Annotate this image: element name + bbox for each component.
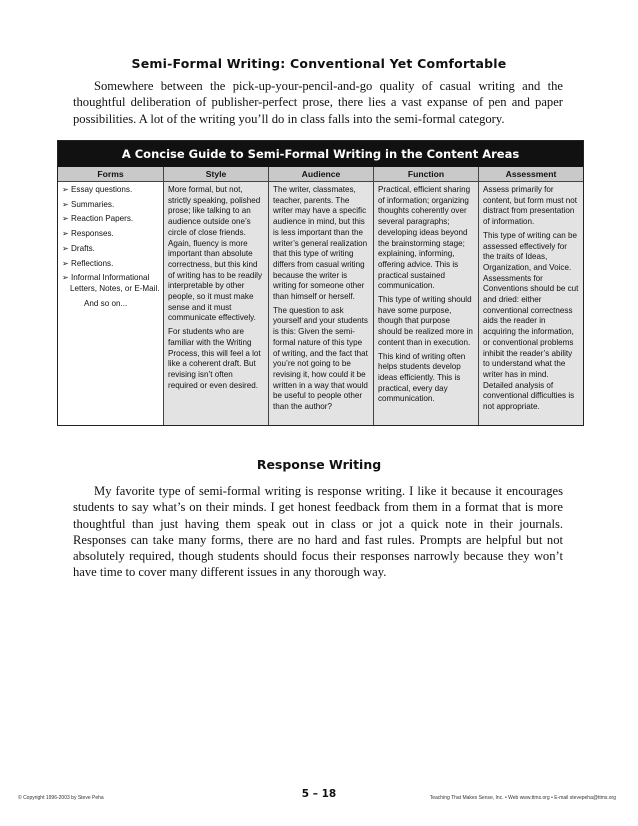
- forms-header: Forms: [58, 167, 163, 182]
- page-title: Semi-Formal Writing: Conventional Yet Comfortable: [131, 56, 507, 71]
- assessment-column: [479, 167, 583, 425]
- guide-grid: [58, 167, 583, 425]
- intro-text: Somewhere between the pick-up-your-pencil-and-go quality of casual writing and the thoughtful deliberation of publisher-perfect prose, there lies a vast expanse of pen and paper possibilities. A lot of the writing you’ll do in class falls into the semi-formal category.: [73, 79, 563, 126]
- form-item: ➢ Reflections.: [62, 258, 114, 268]
- contact-footer: Teaching That Makes Sense, Inc. • Web www.ttms.org • E-mail stevepeha@ttms.org: [429, 795, 616, 801]
- form-item: ➢ Essay questions.: [62, 185, 133, 194]
- style-body: [164, 182, 268, 425]
- guide-heading: A Concise Guide to Semi-Formal Writing in the Content Areas: [58, 141, 583, 167]
- assessment-body: [479, 182, 583, 425]
- audience-text: The question to ask yourself and your students is this: Given the semi-formal nature of this type of writing, and the fact that you’re not going to be revising it, how could it be written in a way that would be useful to people other than the author?: [273, 305, 368, 412]
- copyright-footer: © Copyright 1996-2003 by Steve Peha: [18, 795, 104, 801]
- assessment-text: Assess primarily for content, but form must not distract from presentation of information.: [483, 185, 578, 227]
- intro-paragraph: [73, 78, 563, 127]
- form-item: ➢ Informal Informational Letters, Notes, or E-Mail.: [62, 273, 160, 293]
- style-header: Style: [164, 167, 268, 182]
- audience-text: The writer, classmates, teacher, parents. The writer may have a specific audience in mind, but this is less important than the writer’s general realization that this type of writing differs from casual writing because the writer is writing for someone other than himself or herself.: [273, 185, 368, 302]
- audience-body: [269, 182, 373, 425]
- form-item: ➢ Responses.: [62, 229, 114, 239]
- style-text: For students who are familiar with the Writing Process, this will feel a lot like a coherent draft. But revising isn’t often required or even desired.: [168, 327, 261, 390]
- forms-body: [58, 182, 163, 425]
- forms-more: And so on...: [84, 298, 128, 308]
- assessment-text: This type of writing can be assessed effectively for the traits of Ideas, Organization, and Voice. Assessments for Conventions should be cut and dried: either conventional correctness aids the reader in acquiring the information, or conventional problems inhibit the reader’s ability to understand what the writer has in mind. Detailed analysis of conventional difficulties is not appropriate.: [483, 230, 579, 412]
- function-text: This type of writing should have some purpose, though that purpose should be realized more in content than in execution.: [378, 295, 473, 347]
- function-text: This kind of writing often helps students develop ideas efficiently. This is practical, every day communication.: [378, 351, 466, 404]
- form-item: ➢ Summaries.: [62, 199, 115, 209]
- forms-column: [58, 167, 164, 425]
- section-title: Response Writing: [256, 457, 382, 472]
- function-header: Function: [374, 167, 478, 182]
- audience-header: Audience: [269, 167, 373, 182]
- function-column: [374, 167, 479, 425]
- response-paragraph: [73, 483, 563, 581]
- style-text: More formal, but not, strictly speaking, polished prose; like talking to an audience outside one’s circle of close friends. Again, fluency is more important than absolute correctness, but this kind of writing has to be readily interpretable by other people, so it must make sense and it must communicate effectively.: [168, 185, 263, 323]
- function-text: Practical, efficient sharing of information; organizing thoughts coherently over several paragraphs; developing ideas beyond the brainstorming stage; explaining, informing, offering advice. This is practical sustained communication.: [378, 185, 471, 291]
- concise-guide-table: [57, 140, 584, 426]
- function-body: [374, 182, 478, 425]
- response-text: My favorite type of semi-formal writing is response writing. I like it because it encourages students to say what’s on their minds. I get honest feedback from them in a format that is more thoughtful than just having them speak out in class or jot a quick note in their journals. Responses can take many forms, there are no hard and fast rules. Prompts are helpful but not absolutely required, though students should focus their responses narrowly because they won’t have time to cover many different issues in any thorough way.: [73, 484, 563, 580]
- form-item: ➢ Reaction Papers.: [62, 214, 134, 224]
- style-column: [164, 167, 269, 425]
- assessment-header: Assessment: [479, 167, 583, 182]
- audience-column: [269, 167, 374, 425]
- page-number: 5 – 18: [301, 788, 337, 800]
- form-item: ➢ Drafts.: [62, 243, 95, 253]
